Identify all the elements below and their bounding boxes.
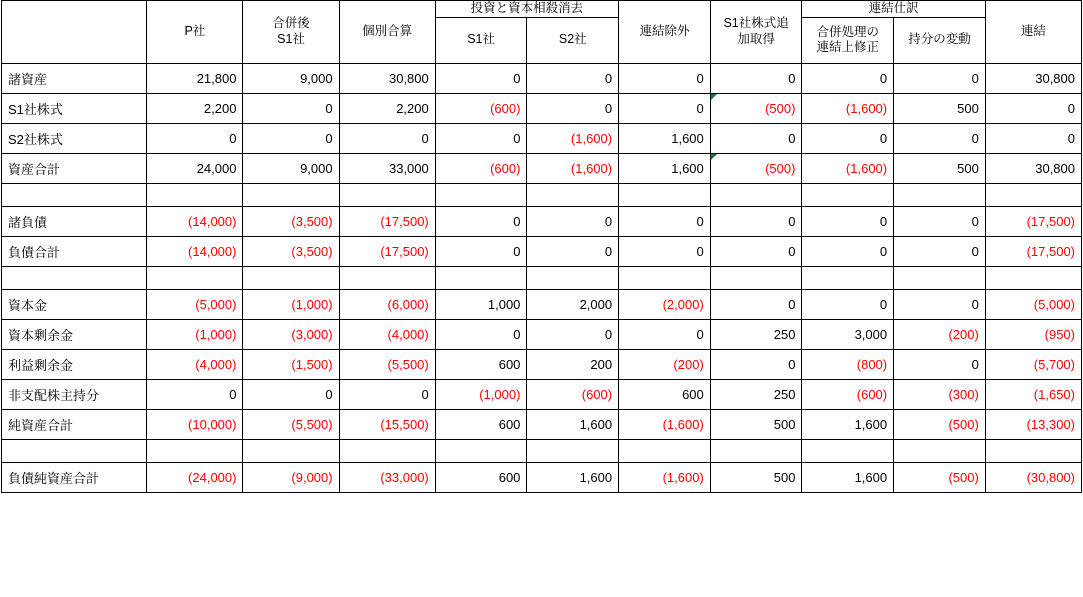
table-row — [2, 349, 1082, 379]
data-cell: 0 — [527, 236, 619, 266]
data-cell: 0 — [710, 289, 802, 319]
data-cell: (1,000) — [435, 379, 527, 409]
data-cell: 2,000 — [527, 289, 619, 319]
spacer-cell — [2, 266, 147, 289]
data-cell: (1,500) — [243, 349, 339, 379]
table-row — [2, 123, 1082, 153]
data-cell: 0 — [243, 93, 339, 123]
row-label: 資本金 — [2, 289, 147, 319]
data-cell: 500 — [710, 462, 802, 492]
header-col-s1-add-line1: S1社株式追 — [723, 16, 789, 31]
spacer-cell — [619, 266, 711, 289]
spacer-cell — [2, 183, 147, 206]
data-cell: 600 — [435, 462, 527, 492]
data-cell: (200) — [619, 349, 711, 379]
data-cell: 500 — [710, 409, 802, 439]
data-cell: 0 — [527, 63, 619, 93]
header-col-kobetsu: 個別合算 — [339, 1, 435, 64]
data-cell: (4,000) — [147, 349, 243, 379]
spacer-cell — [710, 266, 802, 289]
table-row — [2, 462, 1082, 492]
data-cell: 0 — [802, 289, 894, 319]
data-cell: (2,000) — [619, 289, 711, 319]
data-cell: (300) — [894, 379, 986, 409]
spacer-cell — [2, 439, 147, 462]
spacer-cell — [147, 439, 243, 462]
header-col-shiwake-mochibun: 持分の変動 — [894, 17, 986, 63]
data-cell: 0 — [710, 63, 802, 93]
spacer-cell — [527, 183, 619, 206]
data-cell: 0 — [527, 93, 619, 123]
data-cell: 1,600 — [527, 462, 619, 492]
data-cell: 0 — [710, 236, 802, 266]
data-cell: (33,000) — [339, 462, 435, 492]
data-cell: (14,000) — [147, 206, 243, 236]
data-cell: (17,500) — [985, 206, 1081, 236]
data-cell: (6,000) — [339, 289, 435, 319]
consolidation-worksheet-table — [1, 0, 1082, 493]
spacer-cell — [243, 183, 339, 206]
data-cell: (3,000) — [243, 319, 339, 349]
data-cell: 0 — [619, 206, 711, 236]
data-cell: 9,000 — [243, 153, 339, 183]
table-row — [2, 289, 1082, 319]
data-cell: 1,600 — [527, 409, 619, 439]
data-cell: (600) — [527, 379, 619, 409]
data-cell: (15,500) — [339, 409, 435, 439]
data-cell: 0 — [894, 349, 986, 379]
data-cell: 0 — [339, 123, 435, 153]
data-cell: 0 — [802, 63, 894, 93]
data-cell: (10,000) — [147, 409, 243, 439]
data-cell: (17,500) — [985, 236, 1081, 266]
data-cell: 0 — [710, 206, 802, 236]
header-corner-cell — [2, 1, 147, 64]
spacer-cell — [619, 439, 711, 462]
spacer-cell — [619, 183, 711, 206]
header-col-shiwake-gappei-line2: 連結上修正 — [816, 40, 880, 55]
spacer-cell — [985, 266, 1081, 289]
data-cell: (5,700) — [985, 349, 1081, 379]
data-cell: 30,800 — [985, 63, 1081, 93]
data-cell: (14,000) — [147, 236, 243, 266]
data-cell: 0 — [894, 123, 986, 153]
table-row — [2, 379, 1082, 409]
data-cell: (950) — [985, 319, 1081, 349]
header-col-s1-add-line2: 加取得 — [737, 31, 775, 46]
header-col-s1-after-line1: 合併後 — [272, 16, 310, 31]
data-cell: 0 — [894, 236, 986, 266]
spacer-row — [2, 183, 1082, 206]
spacer-cell — [147, 266, 243, 289]
data-cell: 1,600 — [619, 123, 711, 153]
data-cell: (600) — [435, 153, 527, 183]
data-cell: 0 — [710, 349, 802, 379]
header-col-s1-after — [243, 1, 339, 64]
data-cell: 0 — [619, 236, 711, 266]
header-group-row — [2, 1, 1082, 18]
table-row — [2, 153, 1082, 183]
spacer-cell — [339, 183, 435, 206]
spacer-row — [2, 266, 1082, 289]
spacer-cell — [339, 266, 435, 289]
data-cell: 30,800 — [339, 63, 435, 93]
data-cell: 1,600 — [619, 153, 711, 183]
data-cell: (1,650) — [985, 379, 1081, 409]
spacer-row — [2, 439, 1082, 462]
data-cell: (600) — [435, 93, 527, 123]
data-cell: (24,000) — [147, 462, 243, 492]
spacer-cell — [894, 266, 986, 289]
data-cell: 600 — [435, 409, 527, 439]
table-body — [2, 63, 1082, 492]
data-cell: 0 — [435, 123, 527, 153]
data-cell: 250 — [710, 379, 802, 409]
data-cell: (200) — [894, 319, 986, 349]
data-cell: 0 — [894, 63, 986, 93]
spacer-cell — [802, 439, 894, 462]
data-cell: 30,800 — [985, 153, 1081, 183]
table-header — [2, 1, 1082, 64]
data-cell: 0 — [985, 123, 1081, 153]
row-label: 資本剰余金 — [2, 319, 147, 349]
spacer-cell — [435, 266, 527, 289]
data-cell: 1,000 — [435, 289, 527, 319]
data-cell: 200 — [527, 349, 619, 379]
data-cell: 0 — [243, 379, 339, 409]
table-row — [2, 319, 1082, 349]
data-cell: (1,000) — [147, 319, 243, 349]
table-row — [2, 93, 1082, 123]
row-label: 非支配株主持分 — [2, 379, 147, 409]
spacer-cell — [985, 439, 1081, 462]
spacer-cell — [243, 439, 339, 462]
header-col-offset-s1: S1社 — [435, 17, 527, 63]
data-cell: 0 — [619, 319, 711, 349]
data-cell: (1,600) — [802, 93, 894, 123]
spacer-cell — [710, 439, 802, 462]
data-cell: (1,600) — [527, 153, 619, 183]
spacer-cell — [527, 266, 619, 289]
spacer-cell — [710, 183, 802, 206]
header-group-shiwake: 連結仕訳 — [802, 1, 985, 18]
spacer-cell — [527, 439, 619, 462]
row-label: 負債合計 — [2, 236, 147, 266]
data-cell: 33,000 — [339, 153, 435, 183]
data-cell: 0 — [435, 63, 527, 93]
row-label: S2社株式 — [2, 123, 147, 153]
data-cell: 0 — [802, 206, 894, 236]
row-label: 利益剰余金 — [2, 349, 147, 379]
spacer-cell — [243, 266, 339, 289]
data-cell: (13,300) — [985, 409, 1081, 439]
data-cell: 1,600 — [802, 409, 894, 439]
spacer-cell — [894, 439, 986, 462]
header-col-offset-s2: S2社 — [527, 17, 619, 63]
data-cell: (1,600) — [527, 123, 619, 153]
data-cell: 3,000 — [802, 319, 894, 349]
data-cell: 0 — [985, 93, 1081, 123]
data-cell: 0 — [802, 123, 894, 153]
data-cell: (500) — [894, 462, 986, 492]
data-cell: 0 — [894, 289, 986, 319]
data-cell: (500) — [710, 93, 802, 123]
data-cell: (17,500) — [339, 206, 435, 236]
data-cell: 0 — [435, 206, 527, 236]
table-row — [2, 236, 1082, 266]
data-cell: (3,500) — [243, 206, 339, 236]
spacer-cell — [147, 183, 243, 206]
row-label: 純資産合計 — [2, 409, 147, 439]
data-cell: 0 — [619, 93, 711, 123]
data-cell: (5,000) — [147, 289, 243, 319]
row-label: 負債純資産合計 — [2, 462, 147, 492]
table-row — [2, 409, 1082, 439]
data-cell: 250 — [710, 319, 802, 349]
data-cell: (5,000) — [985, 289, 1081, 319]
header-col-s1-after-line2: S1社 — [277, 31, 305, 46]
data-cell: 2,200 — [147, 93, 243, 123]
spacer-cell — [435, 439, 527, 462]
data-cell: 0 — [339, 379, 435, 409]
header-col-s1-add — [710, 1, 802, 64]
header-col-shiwake-gappei — [802, 17, 894, 63]
data-cell: (4,000) — [339, 319, 435, 349]
header-col-renketsu: 連結 — [985, 1, 1081, 64]
spacer-cell — [985, 183, 1081, 206]
table-row — [2, 206, 1082, 236]
data-cell: 500 — [894, 93, 986, 123]
data-cell: 0 — [527, 319, 619, 349]
data-cell: (30,800) — [985, 462, 1081, 492]
data-cell: (5,500) — [339, 349, 435, 379]
data-cell: 0 — [619, 63, 711, 93]
data-cell: 600 — [435, 349, 527, 379]
data-cell: 1,600 — [802, 462, 894, 492]
header-col-renketsu-jogai: 連結除外 — [619, 1, 711, 64]
data-cell: (5,500) — [243, 409, 339, 439]
data-cell: 0 — [147, 123, 243, 153]
data-cell: (17,500) — [339, 236, 435, 266]
spacer-cell — [339, 439, 435, 462]
row-label: 諸資産 — [2, 63, 147, 93]
data-cell: (9,000) — [243, 462, 339, 492]
data-cell: 0 — [435, 236, 527, 266]
data-cell: (1,600) — [619, 409, 711, 439]
row-label: 諸負債 — [2, 206, 147, 236]
header-col-shiwake-gappei-line1: 合併処理の — [816, 24, 880, 39]
data-cell: 0 — [435, 319, 527, 349]
spacer-cell — [894, 183, 986, 206]
data-cell: (500) — [710, 153, 802, 183]
data-cell: 0 — [710, 123, 802, 153]
header-col-p: P社 — [147, 1, 243, 64]
data-cell: 500 — [894, 153, 986, 183]
data-cell: (1,000) — [243, 289, 339, 319]
data-cell: 0 — [894, 206, 986, 236]
data-cell: (3,500) — [243, 236, 339, 266]
data-cell: 0 — [527, 206, 619, 236]
data-cell: 2,200 — [339, 93, 435, 123]
table-row — [2, 63, 1082, 93]
data-cell: 9,000 — [243, 63, 339, 93]
data-cell: 24,000 — [147, 153, 243, 183]
data-cell: (600) — [802, 379, 894, 409]
data-cell: 0 — [147, 379, 243, 409]
spacer-cell — [802, 266, 894, 289]
data-cell: 0 — [243, 123, 339, 153]
data-cell: (1,600) — [802, 153, 894, 183]
data-cell: (800) — [802, 349, 894, 379]
spacer-cell — [435, 183, 527, 206]
data-cell: (500) — [894, 409, 986, 439]
row-label: 資産合計 — [2, 153, 147, 183]
data-cell: 0 — [802, 236, 894, 266]
data-cell: (1,600) — [619, 462, 711, 492]
data-cell: 21,800 — [147, 63, 243, 93]
header-group-offset: 投資と資本相殺消去 — [435, 1, 618, 18]
data-cell: 600 — [619, 379, 711, 409]
row-label: S1社株式 — [2, 93, 147, 123]
spacer-cell — [802, 183, 894, 206]
